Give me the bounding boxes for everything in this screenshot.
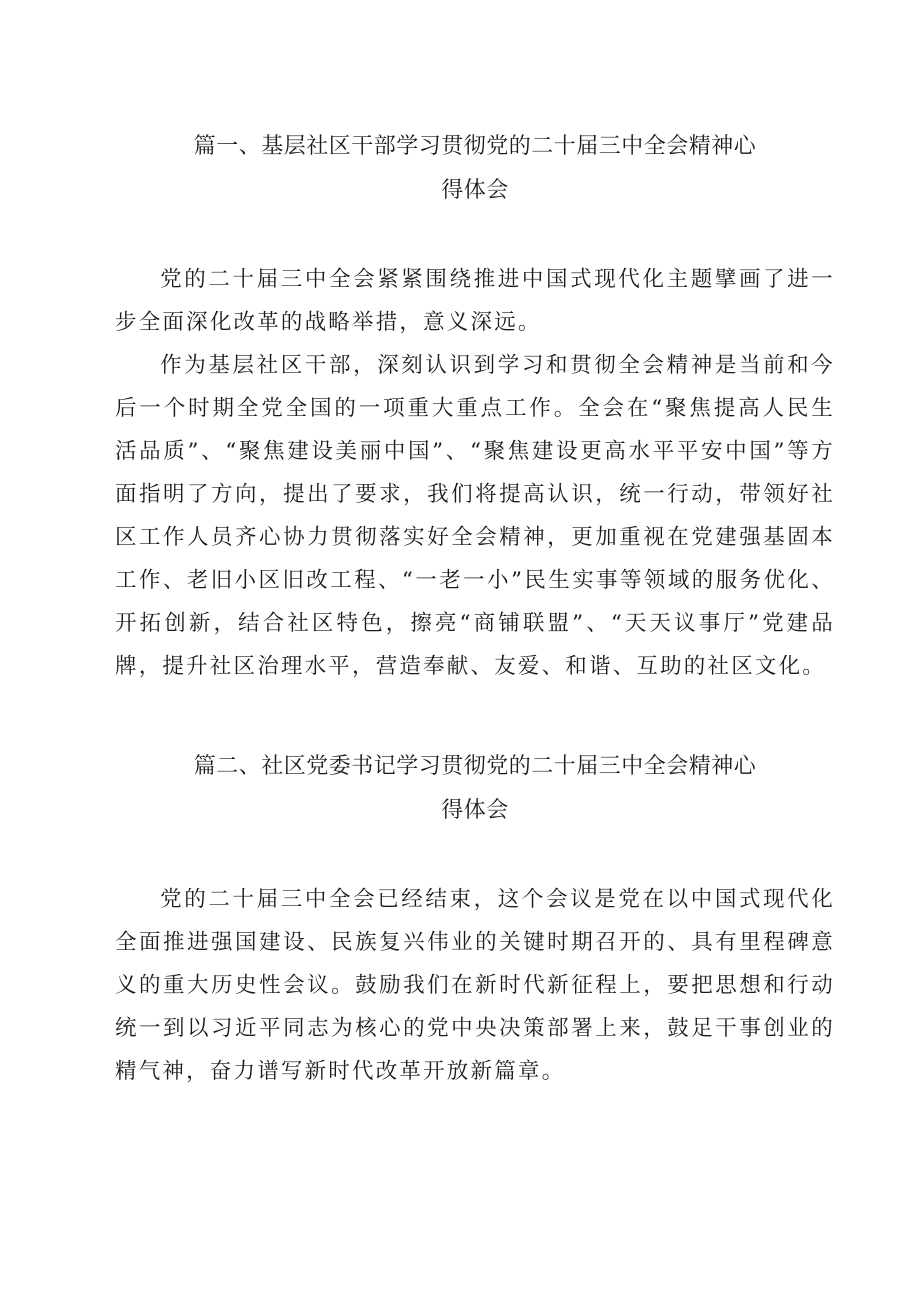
section-1-heading-line2: 得体会 bbox=[441, 178, 509, 203]
section-2-heading-line1: 篇二、社区党委书记学习贯彻党的二十届三中全会精神心 bbox=[193, 754, 757, 779]
section-1-paragraph-1: 党的二十届三中全会紧紧围绕推进中国式现代化主题擘画了进一步全面深化改革的战略举措，意义深远。 bbox=[115, 267, 835, 335]
section-1-heading-line1: 篇一、基层社区干部学习贯彻党的二十届三中全会精神心 bbox=[193, 134, 757, 159]
section-2-body bbox=[115, 878, 835, 1093]
section-2-paragraph-1: 党的二十届三中全会已经结束，这个会议是党在以中国式现代化全面推进强国建设、民族复兴伟业的关键时期召开的、具有里程碑意义的重大历史性会议。鼓励我们在新时代新征程上，要把思想和行动统一到以习近平同志为核心的党中央决策部署上来，鼓足干事创业的精气神，奋力谱写新时代改革开放新篇章。 bbox=[115, 887, 835, 1084]
section-1-heading-block bbox=[115, 125, 835, 213]
section-2-heading-block bbox=[115, 745, 835, 833]
section-1-heading bbox=[115, 125, 835, 213]
section-2-heading bbox=[115, 745, 835, 833]
section-2-heading-line2: 得体会 bbox=[441, 798, 509, 823]
section-1-body bbox=[115, 258, 835, 688]
section-1-paragraph-2: 作为基层社区干部，深刻认识到学习和贯彻全会精神是当前和今后一个时期全党全国的一项重大重点工作。全会在“聚焦提高人民生活品质”、“聚焦建设美丽中国”、“聚焦建设更高水平平安中国”等方面指明了方向，提出了要求，我们将提高认识，统一行动，带领好社区工作人员齐心协力贯彻落实好全会精神，更加重视在党建强基固本工作、老旧小区旧改工程、“一老一小”民生实事等领域的服务优化、开拓创新，结合社区特色，擦亮“商铺联盟”、“天天议事厅”党建品牌，提升社区治理水平，营造奉献、友爱、和谐、互助的社区文化。 bbox=[115, 353, 835, 679]
